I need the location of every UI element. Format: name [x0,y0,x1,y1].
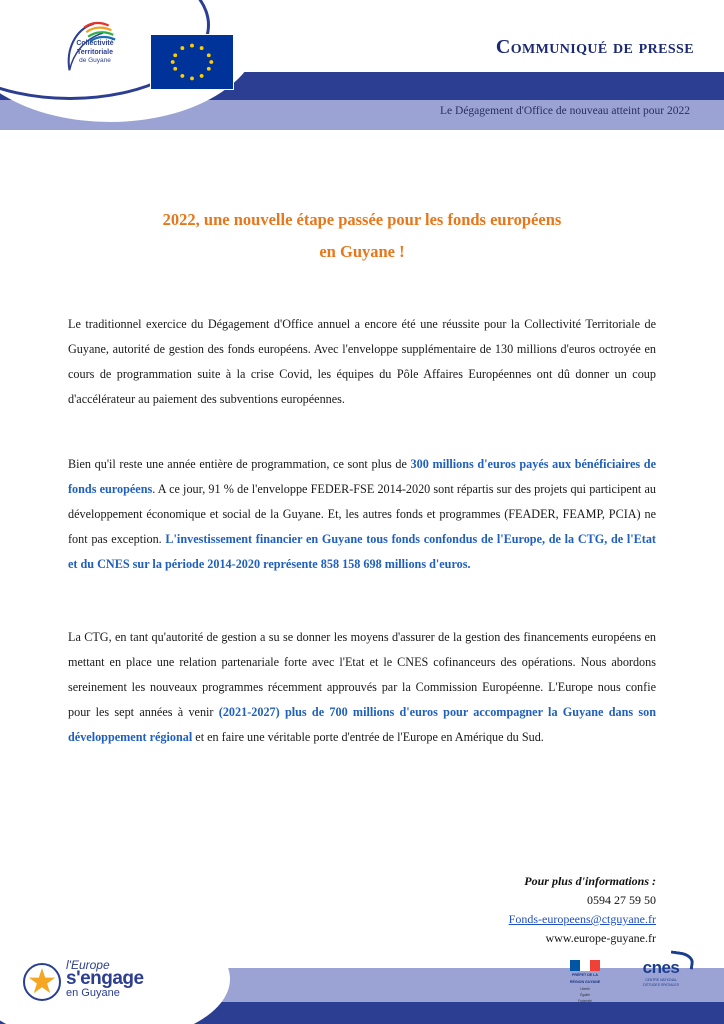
contact-website[interactable]: www.europe-guyane.fr [545,931,656,945]
ctg-logo-text [64,40,126,66]
contact-email[interactable]: Fonds-europeens@ctguyane.fr [508,912,656,926]
cnes-logo [626,958,696,1000]
prefet-logo-line2: RÉGION GUYANE [569,980,601,984]
paragraph-2 [68,452,656,577]
paragraph-3-part1: La CTG, en tant qu'autorité de gestion a su se donner les moyens d'assurer de la gestion des financements européens en mettant en place une relation partenariale forte avec l'Etat et le CNES cofinanceurs des opérations. Nous abordons sereinement les nouveaux programmes récemment approuvés par la Commission Européenne. L'Europe nous confie pour les sept années à venir [68,630,656,719]
prefet-logo [554,960,616,1003]
ctg-logo-line2: Territoriale [76,48,114,56]
paragraph-3 [68,625,656,750]
press-release-title: Communiqué de presse [495,36,694,58]
contact-phone: 0594 27 59 50 [587,893,656,907]
contact-block [509,872,656,948]
page-title [68,204,656,268]
ctg-logo-line1: Collectivité [76,40,114,47]
prefet-logo-line1: PRÉFET DE LA [572,973,598,977]
page-title-line1: 2022, une nouvelle étape passée pour les fonds européens [162,210,562,229]
paragraph-3-part2: et en faire une véritable porte d'entrée de l'Europe en Amérique du Sud. [192,730,544,744]
europe-star-icon [22,962,62,1002]
europe-logo-text [66,958,144,1000]
contact-lead: Pour plus d'informations : [524,874,656,888]
cnes-logo-name: cnes [642,958,680,977]
french-flag-icon [570,960,600,971]
paragraph-1: Le traditionnel exercice du Dégagement d'Office annuel a encore été une réussite pour la Collectivité Territoriale de Guyane, autorité de gestion des fonds européens. Avec l'enveloppe supplémentaire de 130 millions d'euros octroyée en cours de programmation suite à la crise Covid, les équipes du Pôle Affaires Européennes ont dû donner un coup d'accélérateur au paiement des subventions européennes. [68,317,656,406]
cnes-logo-line1: CENTRE NATIONAL [645,978,677,982]
europe-logo-line3: en Guyane [66,987,120,999]
prefet-motto-2: Égalité [580,993,590,997]
paragraph-2-part2: . A ce jour, 91 % de l'enveloppe FEDER-FSE 2014-2020 sont répartis sur des projets qui participent au développement économique et social de la Guyane. Et, les autres fonds et programmes (FEADER, FEAMP, PCIA) ne font pas exception. [68,482,656,546]
prefet-motto-3: Fraternité [578,999,592,1003]
europe-sengage-logo [18,948,178,1006]
eu-stars-icon [151,35,233,89]
europe-logo-line2: s'engage [66,968,144,989]
document-body [0,132,724,762]
europe-logo-line1: l'Europe [66,958,110,972]
ctg-logo-line3: de Guyane [79,57,111,64]
ctg-logo [48,16,156,78]
document-header [0,0,724,132]
prefet-motto-1: Liberté [580,987,590,991]
cnes-logo-line2: D'ÉTUDES SPATIALES [643,982,679,987]
paragraph-2-highlight-1: 300 millions d'euros payés aux bénéficiaires de fonds européens [68,457,656,496]
header-subtitle: Le Dégagement d'Office de nouveau atteint pour 2022 [440,105,690,117]
paragraph-2-part1: Bien qu'il reste une année entière de programmation, ce sont plus de [68,457,411,471]
document-footer [0,938,724,1024]
eu-flag-icon [150,34,234,90]
paragraph-2-highlight-2: L'investissement financier en Guyane tous fonds confondus de l'Europe, de la CTG, de l'Etat et du CNES sur la période 2014-2020 représente 858 158 698 millions d'euros. [68,532,656,571]
cnes-swoosh-icon [669,950,695,969]
paragraph-3-highlight-1: (2021-2027) plus de 700 millions d'euros pour accompagner la Guyane dans son développement régional [68,705,656,744]
page-title-line2: en Guyane ! [319,242,405,261]
